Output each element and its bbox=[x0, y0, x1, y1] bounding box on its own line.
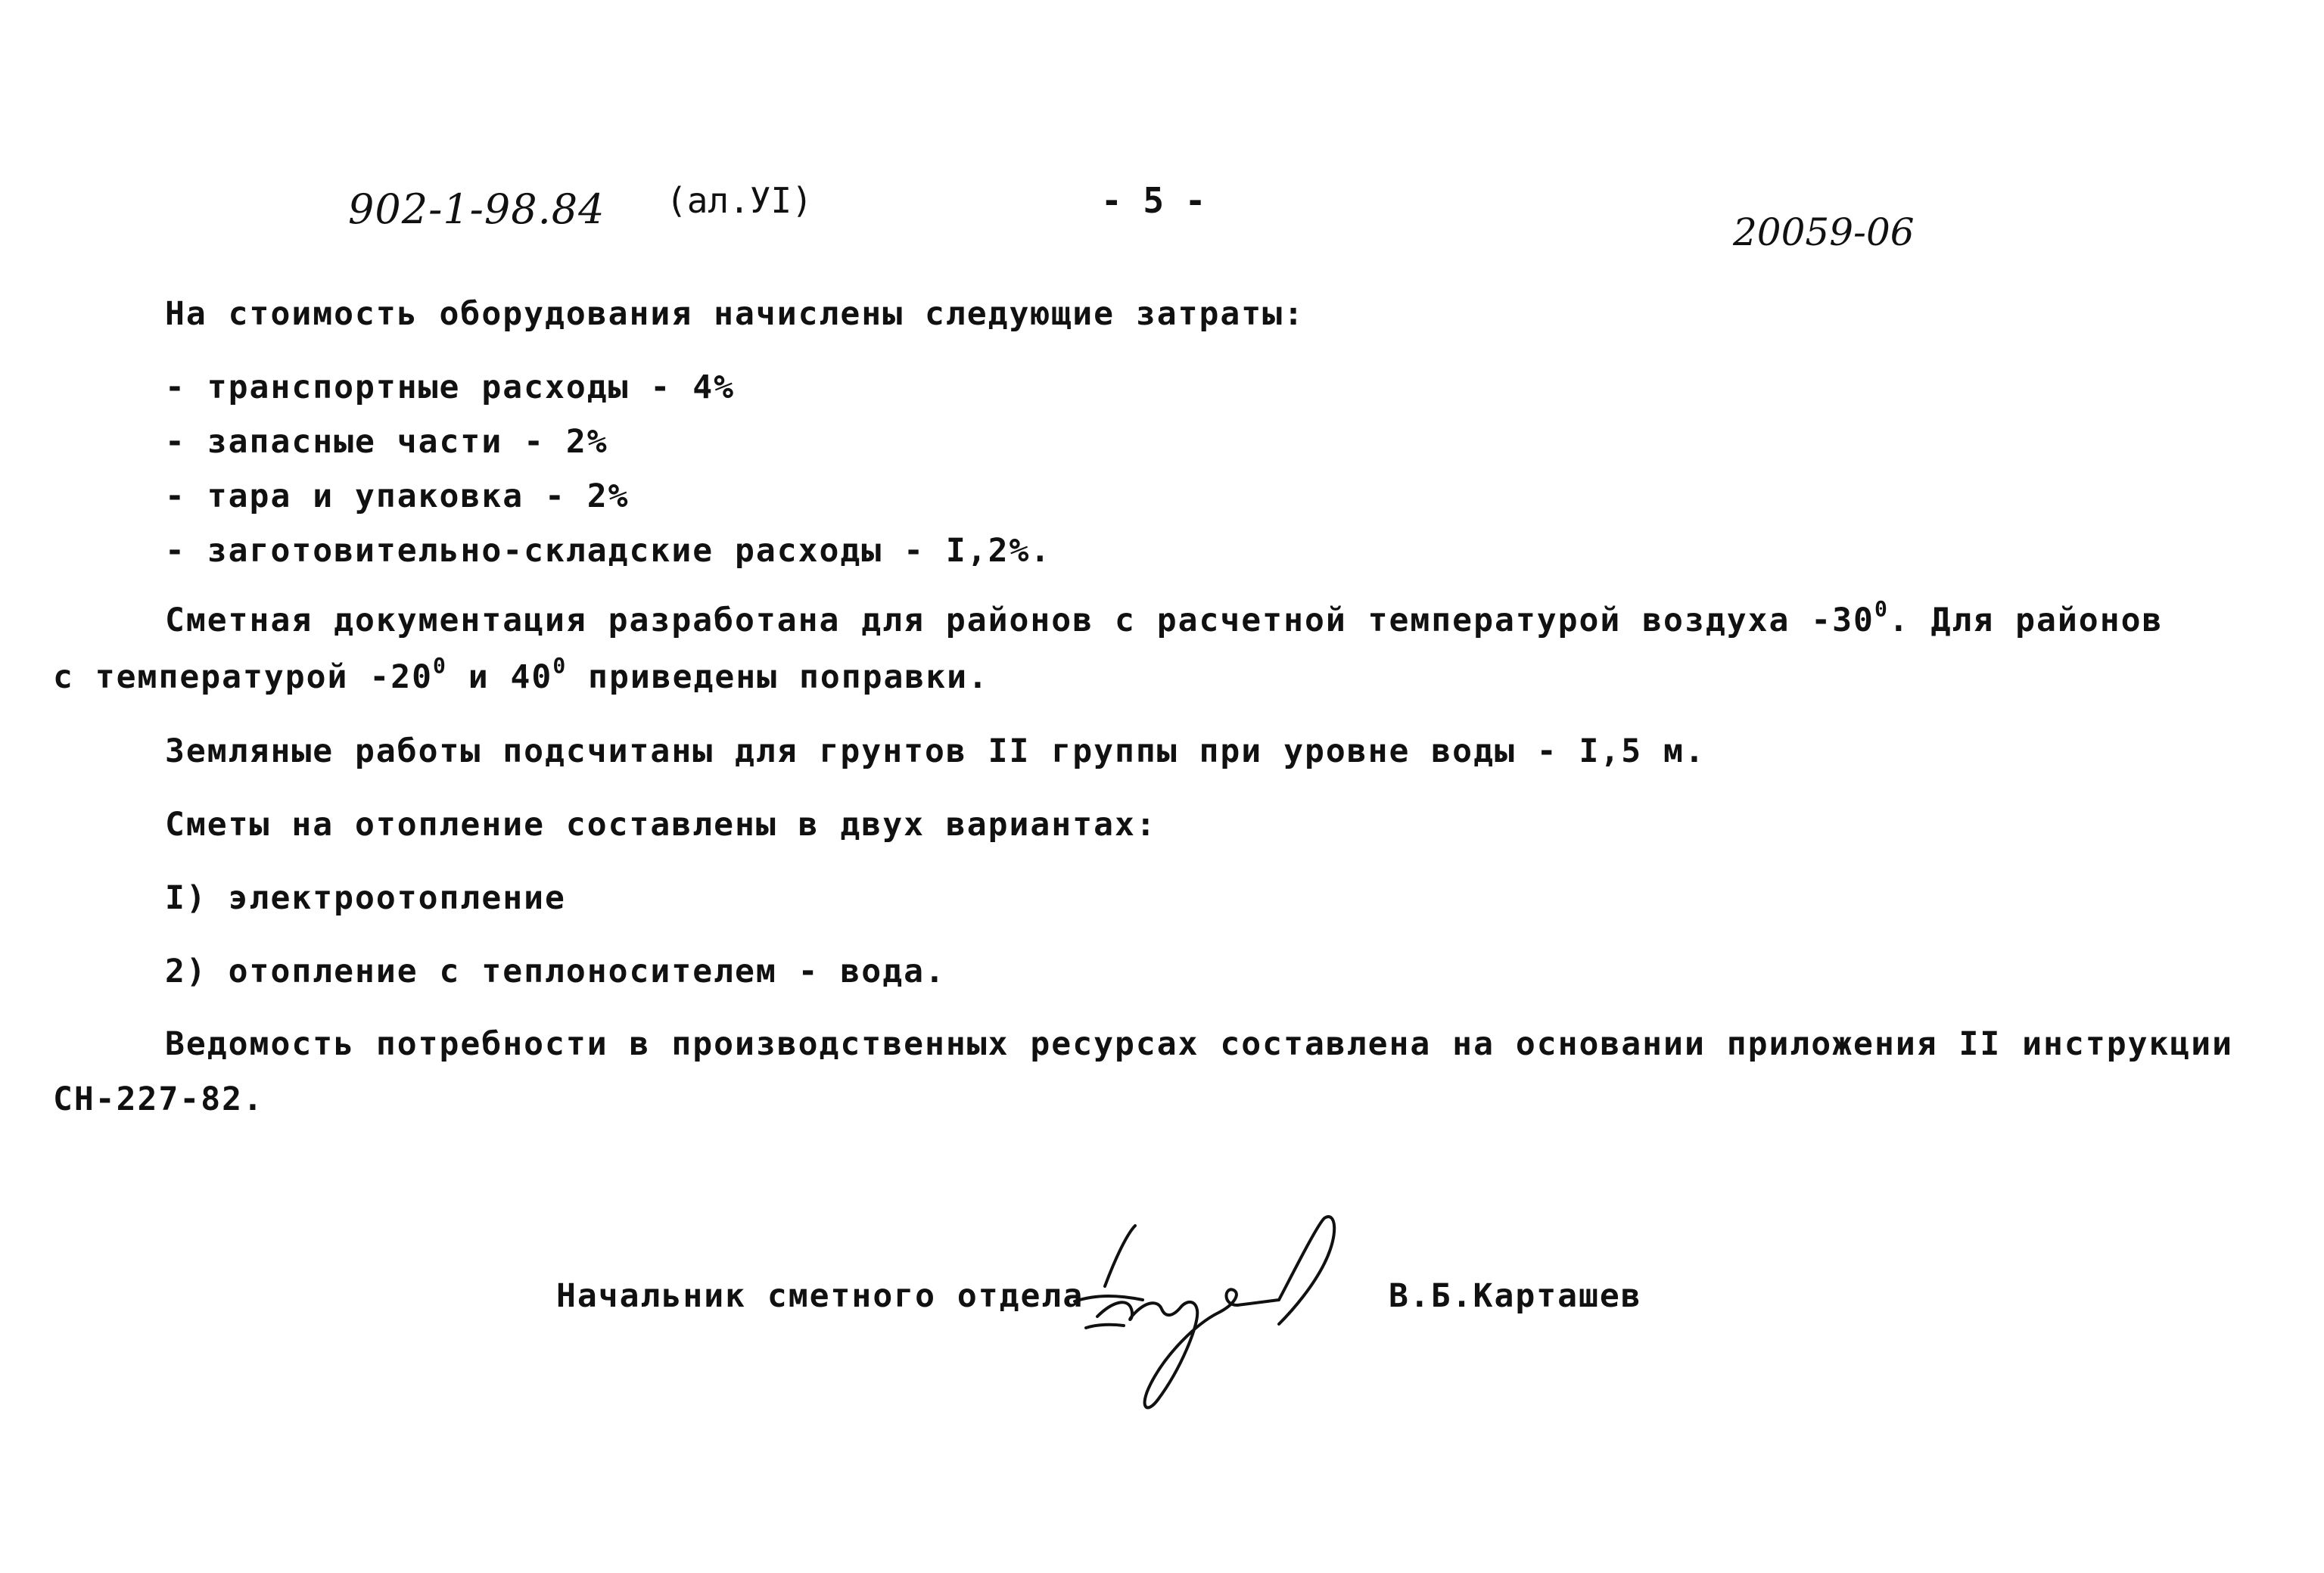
temperature-text-d: и 40 bbox=[446, 658, 553, 696]
album-label: (ал.УI) bbox=[666, 180, 813, 221]
temperature-paragraph-line1 bbox=[165, 596, 2164, 639]
page-number: - 5 - bbox=[1101, 180, 1206, 221]
project-code: 902-1-98.84 bbox=[348, 185, 605, 233]
heating-intro: Сметы на отопление составлены в двух вариантах: bbox=[165, 806, 1157, 844]
degree-mark: 0 bbox=[1874, 596, 1889, 621]
document-number: 20059-06 bbox=[1733, 210, 1915, 254]
cost-item-spare-parts: - запасные части - 2% bbox=[165, 423, 608, 461]
earthworks-paragraph: Земляные работы подсчитаны для грунтов II группы при уровне воды - I,5 м. bbox=[165, 732, 1706, 770]
temperature-text-e: приведены поправки. bbox=[567, 658, 989, 696]
degree-mark: 0 bbox=[552, 653, 568, 678]
temperature-text-a: Сметная документация разработана для районов с расчетной температурой воздуха -30 bbox=[165, 602, 1874, 639]
resources-paragraph-line1: Ведомость потребности в производственных ресурсах составлена на основании приложения II инструкции bbox=[165, 1025, 2234, 1063]
signatory-name: В.Б.Карташев bbox=[1389, 1277, 1642, 1315]
cost-item-transport: - транспортные расходы - 4% bbox=[165, 368, 735, 406]
degree-mark: 0 bbox=[433, 653, 447, 678]
signatory-title: Начальник сметного отдела bbox=[556, 1277, 1084, 1315]
temperature-text-c: с температурой -20 bbox=[53, 658, 433, 696]
handwritten-signature bbox=[1052, 1211, 1430, 1422]
cost-item-packaging: - тара и упаковка - 2% bbox=[165, 477, 630, 515]
temperature-paragraph-line2 bbox=[53, 653, 989, 696]
intro-paragraph: На стоимость оборудования начислены следующие затраты: bbox=[165, 295, 1305, 333]
resources-paragraph-line2: СН-227-82. bbox=[53, 1080, 264, 1118]
heating-option-electric: I) электроотопление bbox=[165, 879, 566, 917]
heating-option-water: 2) отопление с теплоносителем - вода. bbox=[165, 953, 946, 990]
temperature-text-b: . Для районов bbox=[1888, 602, 2164, 639]
cost-item-warehouse: - заготовительно-складские расходы - I,2%. bbox=[165, 532, 1052, 570]
